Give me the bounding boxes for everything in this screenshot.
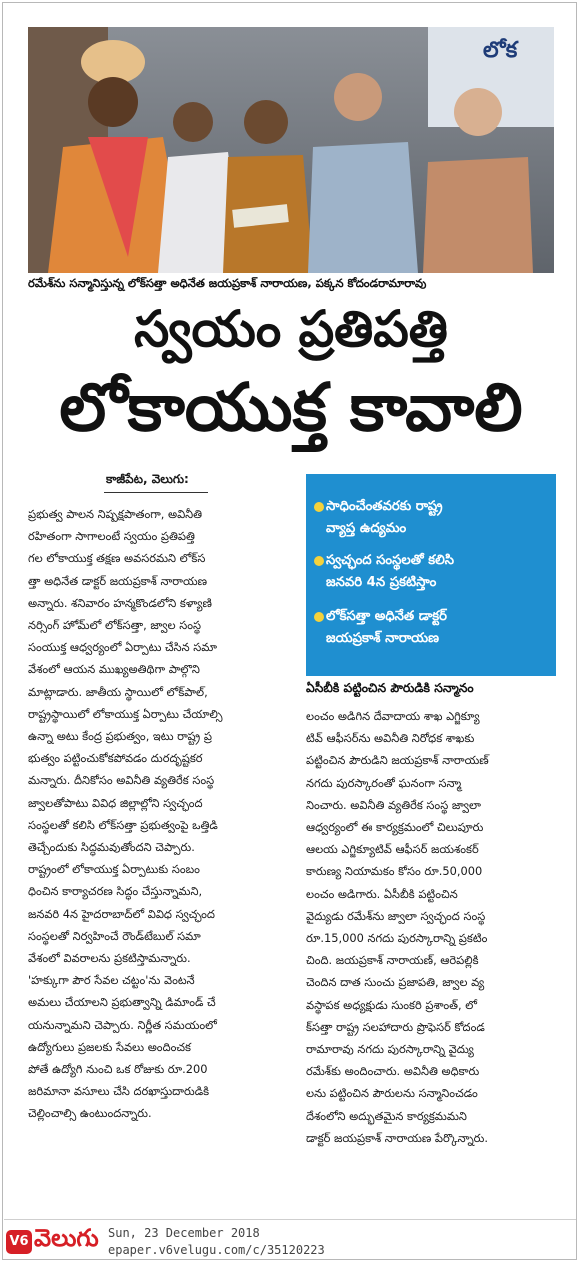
article-line: రాష్ట్రస్థాయిలో లోకాయుక్త ఏర్పాటు చేయాల్సి bbox=[28, 706, 223, 721]
article-line: అన్నారు. శనివారం హన్మకొండలోని కళ్యాణి bbox=[28, 595, 212, 610]
article-line: సంస్థలతో నిర్వహించే రౌండ్‌టేబుల్ సమా bbox=[28, 928, 201, 943]
velugu-logo: వెలుగు bbox=[34, 1224, 99, 1252]
headline-line-1: స్వయం ప్రతిపత్తి bbox=[134, 300, 448, 358]
article-line: దేశంలోని అద్భుతమైన కార్యక్రమమని bbox=[306, 1108, 467, 1123]
v6-logo-badge: V6 bbox=[6, 1230, 32, 1254]
article-line: పట్టించిన పౌరుడిని జయప్రకాశ్ నారాయణ్ bbox=[306, 753, 489, 768]
article-line: వేశంలో ఆయన ముఖ్యఅతిథిగా పాల్గొని bbox=[28, 662, 200, 677]
article-line: 'హక్కుగా పౌర సేవల చట్టం'ను వెంటనే bbox=[28, 973, 195, 988]
article-line: గల లోకాయుక్త తక్షణ అవసరమని లోక్‌స bbox=[28, 551, 206, 566]
article-line: నించారు. అవినీతి వ్యతిరేక సంస్థ జ్వాలా bbox=[306, 797, 481, 812]
article-line: క్‌సత్తా రాష్ట్ర సలహాదారు ప్రొఫెసర్ కోదండ bbox=[306, 1019, 485, 1034]
article-line: వేశంలో వివరాలను ప్రకటిస్తామన్నారు. bbox=[28, 951, 191, 966]
article-line: వైద్యుడు రమేశ్‌ను జ్వాలా స్వచ్ఛంద సంస్థ bbox=[306, 908, 486, 923]
article-line: రహితంగా సాగాలంటే స్వయం ప్రతిపత్తి bbox=[28, 529, 195, 544]
article-line: టివ్ ఆఫీసర్‌ను అవినీతి నిరోధక శాఖకు bbox=[306, 731, 475, 746]
svg-text:లోక: లోక bbox=[483, 38, 518, 63]
article-line: జనవరి 4న హైదరాబాద్‌లో వివిధ స్వచ్ఛంద bbox=[28, 906, 215, 921]
footer-divider bbox=[4, 1219, 576, 1220]
article-line: ఉన్నా అటు కేంద్ర ప్రభుత్వం, ఇటు రాష్ట్ర ప్ర bbox=[28, 729, 212, 744]
article-line: నగదు పురస్కారంతో ఘనంగా సన్మా bbox=[306, 775, 462, 790]
article-line: అమలు చేయాలని ప్రభుత్వాన్ని డిమాండ్ చే bbox=[28, 995, 216, 1010]
article-line: పోతే ఉద్యోగి నుంచి ఒక రోజుకు రూ.200 bbox=[28, 1062, 208, 1077]
article-line: లంచం అడిగిన దేవాదాయ శాఖ ఎగ్జిక్యూ bbox=[306, 709, 480, 723]
highlight-item: లోక్‌సత్తా అధినేత డాక్టర్ జయప్రకాశ్ నారాయణ bbox=[326, 606, 447, 650]
article-line: రాష్ట్రంలో లోకాయుక్త ఏర్పాటుకు సంబం bbox=[28, 862, 200, 877]
article-line: వస్థాపక అధ్యక్షుడు సుంకరి ప్రశాంత్, లో bbox=[306, 997, 477, 1012]
circle-bullet-icon bbox=[314, 612, 324, 622]
edition-date: Sun, 23 December 2018 bbox=[108, 1226, 260, 1240]
article-line: నర్సింగ్ హోమ్‌లో లోక్‌సత్తా, జ్వాల సంస్థ bbox=[28, 618, 201, 633]
article-line: తెచ్చేందుకు సిద్ధమవుతోందని చెప్పారు. bbox=[28, 840, 195, 855]
article-line: డాక్టర్ జయప్రకాశ్ నారాయణ పేర్కొన్నారు. bbox=[306, 1130, 488, 1145]
circle-bullet-icon bbox=[314, 502, 324, 512]
circle-bullet-icon bbox=[314, 556, 324, 566]
dateline-underline bbox=[104, 492, 208, 493]
photo-caption: రమేశ్‌ను సన్మానిస్తున్న లోక్‌సత్తా అధినేత జయప్రకాశ్ నారాయణ, పక్కన కోదండరామారావు bbox=[28, 276, 427, 290]
article-line: మాట్లాడారు. జాతీయ స్థాయిలో లోక్‌పాల్, bbox=[28, 684, 208, 699]
article-left-column bbox=[28, 503, 298, 1125]
highlight-item: స్వచ్ఛంద సంస్థలతో కలిసి జనవరి 4న ప్రకటిస్తాం bbox=[326, 550, 454, 594]
article-line: భుత్వం పట్టించుకోకపోవడం దురదృష్టకర bbox=[28, 751, 203, 766]
dateline: కాజీపేట, వెలుగు: bbox=[106, 472, 189, 486]
article-line: చింది. జయప్రకాశ్ నారాయణ్, ఆరెపల్లికి bbox=[306, 953, 479, 968]
article-line: చెల్లించాల్సి ఉంటుందన్నారు. bbox=[28, 1106, 152, 1121]
article-line: లంచం అడిగారు. ఏసీబీకి పట్టించిన bbox=[306, 886, 458, 901]
article-right-column bbox=[306, 705, 556, 1149]
article-line: కారుణ్య నియామకం కోసం రూ.50,000 bbox=[306, 864, 483, 879]
highlight-item: సాధించేంతవరకు రాష్ట్ర వ్యాప్త ఉద్యమం bbox=[326, 496, 443, 540]
article-line: రమేశ్‌కు అందించారు. అవినీతి అధికారు bbox=[306, 1064, 480, 1079]
sub-headline: ఏసీబీకి పట్టించిన పౌరుడికి సన్మానం bbox=[306, 681, 474, 695]
epaper-url: epaper.v6velugu.com/c/35120223 bbox=[108, 1243, 325, 1257]
article-line: లను పట్టించిన పౌరులను సన్మానించడం bbox=[306, 1086, 478, 1101]
article-line: జరిమానా వసూలు చేసి దరఖాస్తుదారుడికి bbox=[28, 1084, 210, 1099]
highlight-box bbox=[306, 474, 556, 676]
news-photo bbox=[28, 27, 554, 273]
article-line: జ్వాలతోపాటు వివిధ జిల్లాల్లోని స్వచ్ఛంద bbox=[28, 795, 203, 810]
article-line: ఆధ్వర్యంలో ఈ కార్యక్రమంలో చిలుపూరు bbox=[306, 820, 484, 835]
article-line: ప్రభుత్వ పాలన నిష్పక్షపాతంగా, అవినీతి bbox=[28, 507, 203, 521]
article-line: ధించిన కార్యాచరణ సిద్ధం చేస్తున్నామని, bbox=[28, 884, 203, 899]
article-line: త్తా అధినేత డాక్టర్ జయప్రకాశ్ నారాయణ bbox=[28, 573, 208, 588]
article-line: ఆలయ ఎగ్జిక్యూటివ్ ఆఫీసర్ జయశంకర్ bbox=[306, 842, 479, 857]
article-line: చెందిన దాత సుంచు ప్రజాపతి, జ్వాల వ్య bbox=[306, 975, 485, 990]
article-line: ఉద్యోగులు ప్రజలకు సేవలు అందించక bbox=[28, 1039, 191, 1054]
article-line: సంయుక్త ఆధ్వర్యంలో ఏర్పాటు చేసిన సమా bbox=[28, 640, 217, 655]
article-line: రూ.15,000 నగదు పురస్కారాన్ని ప్రకటిం bbox=[306, 931, 488, 946]
article-line: యనున్నామని చెప్పారు. నిర్ణీత సమయంలో bbox=[28, 1017, 217, 1032]
article-line: మన్నారు. దీనికోసం అవినీతి వ్యతిరేక సంస్థ bbox=[28, 773, 215, 788]
article-line: సంస్థలతో కలిసి లోక్‌సత్తా ప్రభుత్వంపై ఒత్తిడి bbox=[28, 817, 218, 832]
headline-line-2: లోకాయుక్త కావాలి bbox=[59, 369, 523, 446]
article-line: రామారావు నగదు పురస్కారాన్ని వైద్యు bbox=[306, 1042, 474, 1057]
